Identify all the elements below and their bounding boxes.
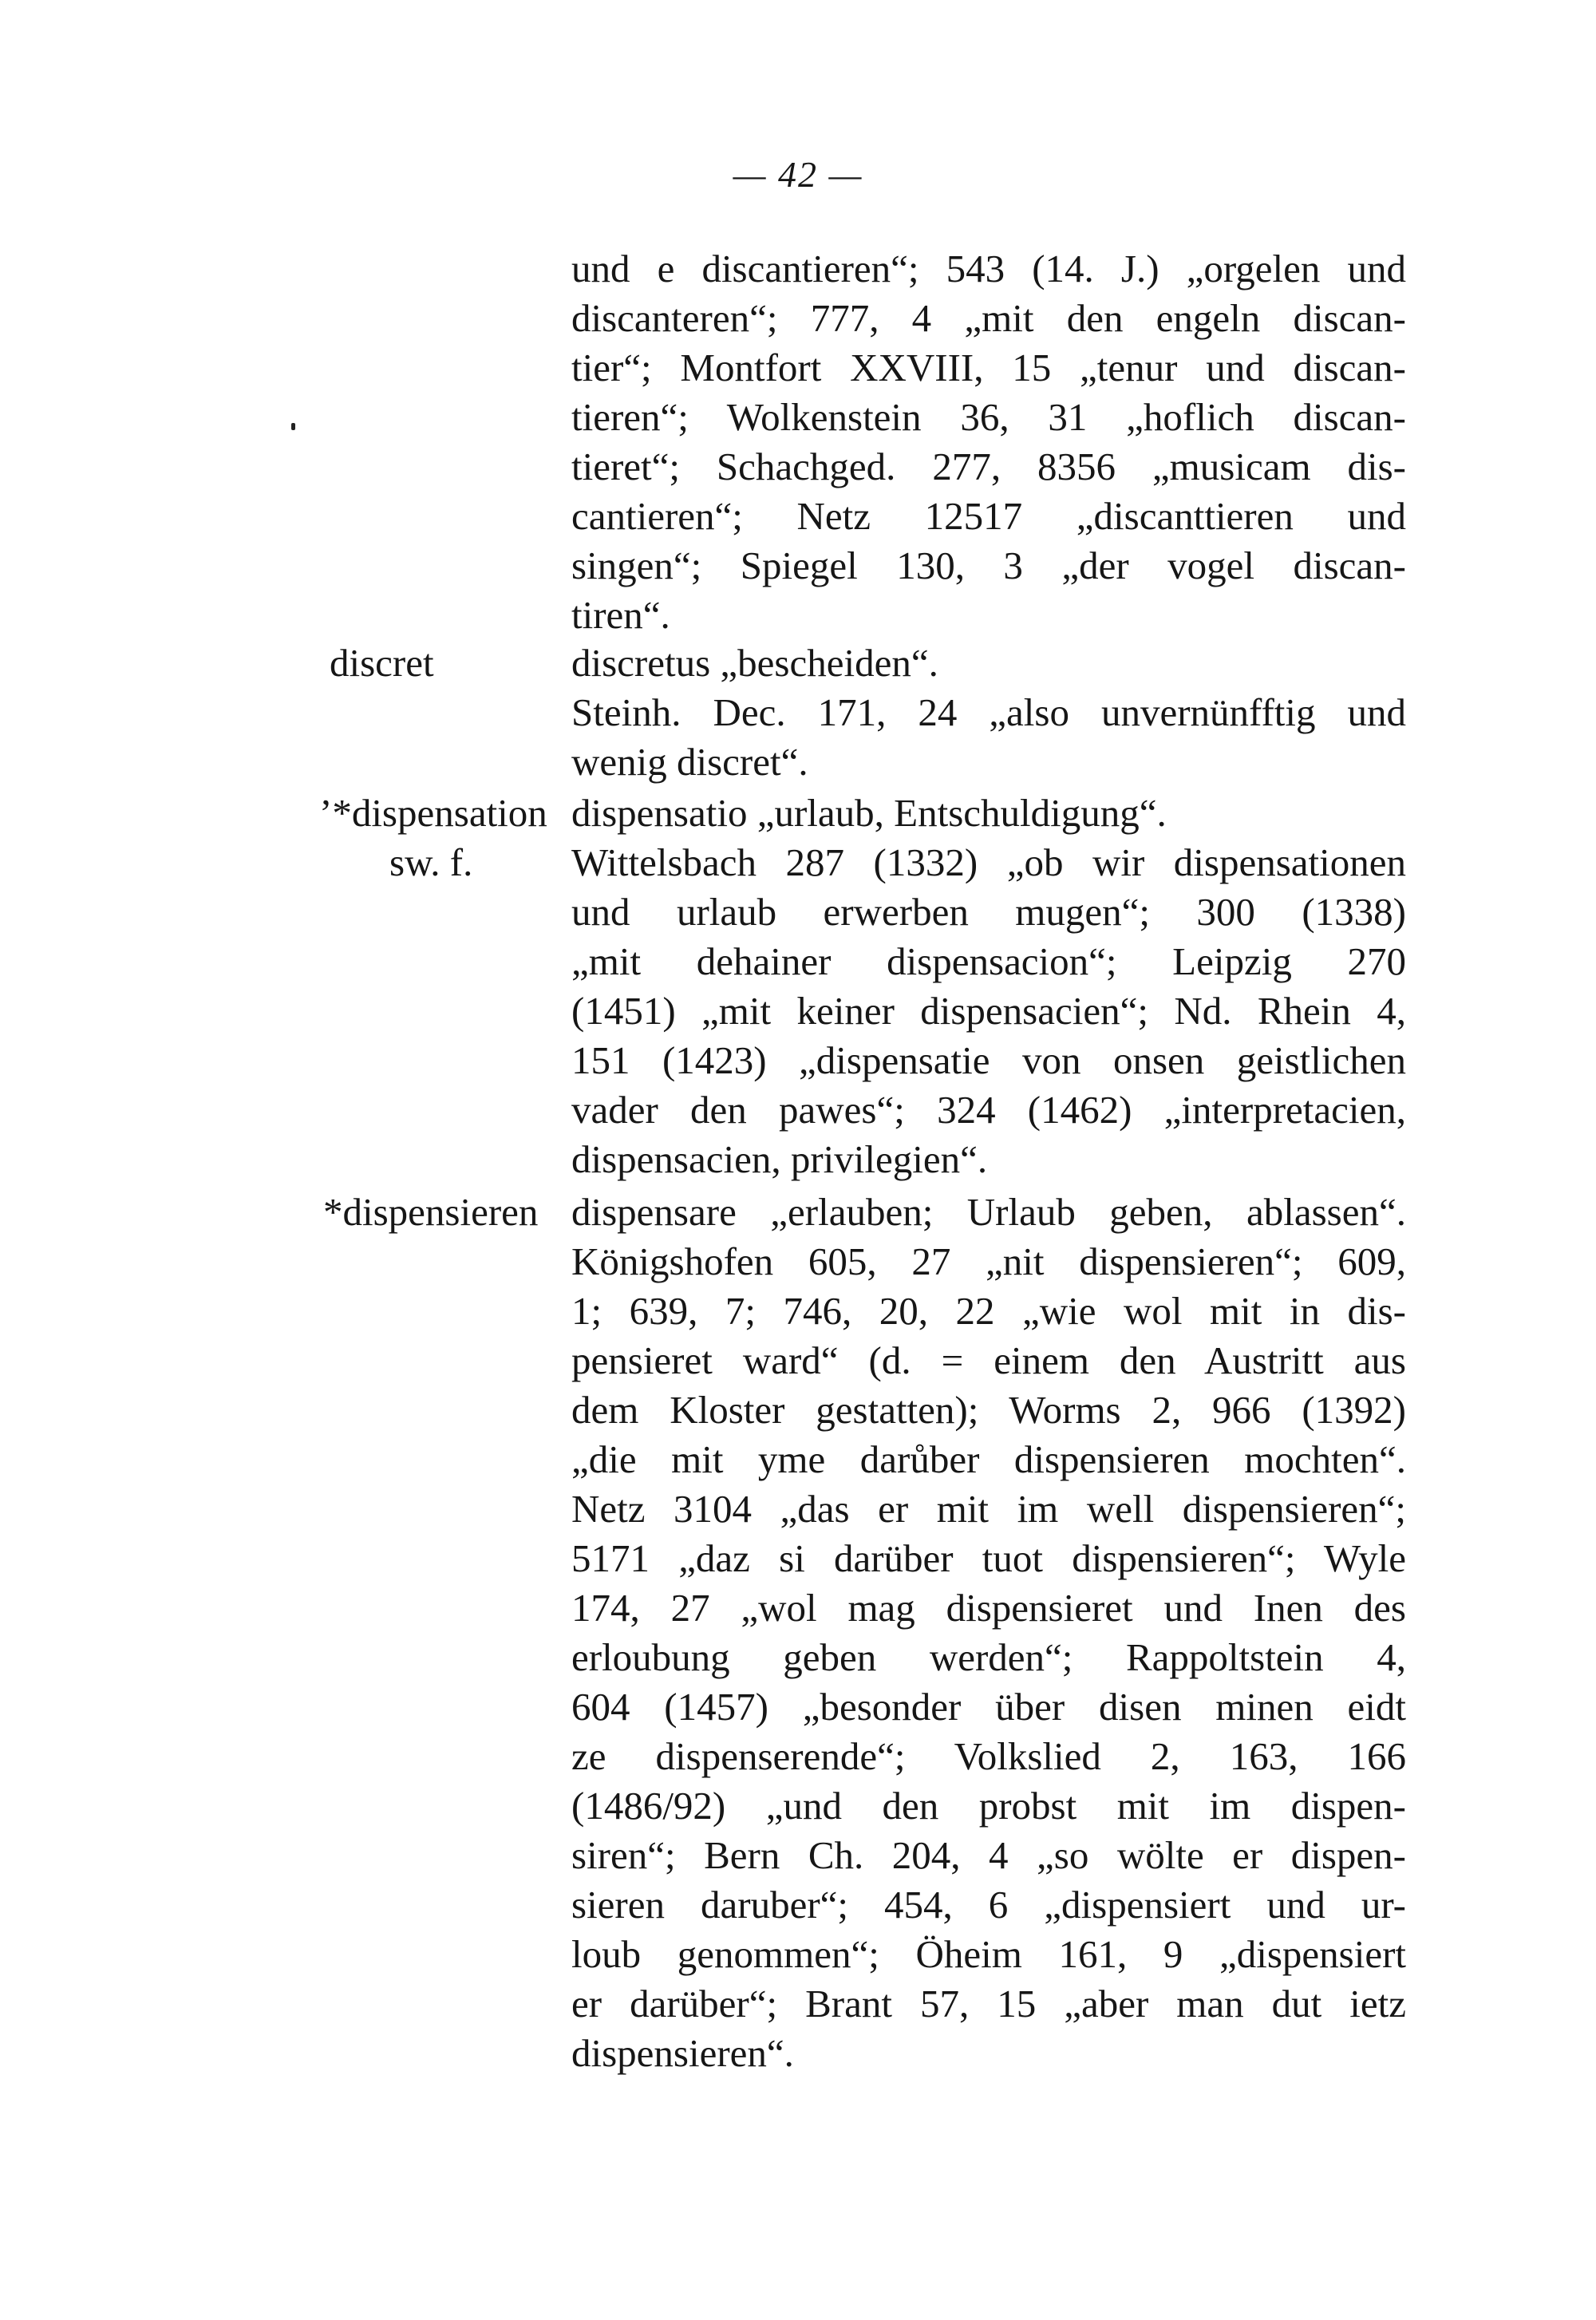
citation-line: dem Kloster gestatten); Worms 2, 966 (1392) <box>571 1388 1406 1432</box>
citation-line: wenig discret“. <box>571 740 808 784</box>
citation-line: 151 (1423) „dispensatie von onsen geistlichen <box>571 1038 1406 1082</box>
citation-line: (1486/92) „und den probst mit im dispen- <box>571 1784 1406 1828</box>
citation-line: dispensacien, privilegien“. <box>571 1137 988 1181</box>
citation-line: 604 (1457) „besonder über disen minen eidt <box>571 1685 1406 1729</box>
page-number: — 42 — <box>733 154 863 195</box>
citation-line: erloubung geben werden“; Rappoltstein 4, <box>571 1635 1406 1679</box>
citation-line: Königshofen 605, 27 „nit dispensieren“; 609, <box>571 1239 1406 1283</box>
continuation-line: discanteren“; 777, 4 „mit den engeln discan- <box>571 296 1406 340</box>
continuation-line: singen“; Spiegel 130, 3 „der vogel discan- <box>571 543 1406 587</box>
citation-line: er darüber“; Brant 57, 15 „aber man dut ietz <box>571 1982 1406 2026</box>
citation-line: 1; 639, 7; 746, 20, 22 „wie wol mit in dis- <box>571 1289 1406 1333</box>
citation-line: Wittelsbach 287 (1332) „ob wir dispensationen <box>571 840 1406 884</box>
headword: discret <box>330 641 434 685</box>
continuation-line: tier“; Montfort XXVIII, 15 „tenur und discan- <box>571 346 1406 389</box>
citation-line: „mit dehainer dispensacion“; Leipzig 270 <box>571 939 1406 983</box>
continuation-line: tieret“; Schachged. 277, 8356 „musicam dis- <box>571 445 1406 488</box>
definition-line: discretus „bescheiden“. <box>571 641 938 685</box>
citation-line: 5171 „daz si darüber tuot dispensieren“; Wyle <box>571 1536 1406 1580</box>
citation-line: sieren daruber“; 454, 6 „dispensiert und ur- <box>571 1883 1406 1927</box>
citation-line: „die mit yme darůber dispensieren mochten“. <box>571 1437 1406 1481</box>
citation-line: pensieret ward“ (d. = einem den Austritt aus <box>571 1338 1406 1382</box>
stray-ink-mark <box>291 423 295 430</box>
headword: *dispensieren <box>323 1190 539 1234</box>
citation-line: und urlaub erwerben mugen“; 300 (1338) <box>571 890 1406 934</box>
headword: ’*dispensation <box>319 791 547 835</box>
citation-line: dispensieren“. <box>571 2031 794 2075</box>
citation-line: vader den pawes“; 324 (1462) „interpretacien, <box>571 1088 1406 1132</box>
grammar-label: sw. f. <box>389 840 473 884</box>
citation-line: (1451) „mit keiner dispensacien“; Nd. Rhein 4, <box>571 989 1406 1033</box>
continuation-line: tieren“; Wolkenstein 36, 31 „hoflich discan- <box>571 395 1406 439</box>
definition-line: dispensatio „urlaub, Entschuldigung“. <box>571 791 1167 835</box>
citation-line: ze dispenserende“; Volkslied 2, 163, 166 <box>571 1734 1406 1778</box>
citation-line: Steinh. Dec. 171, 24 „also unvernünfftig und <box>571 690 1406 734</box>
citation-line: siren“; Bern Ch. 204, 4 „so wölte er dispen- <box>571 1833 1406 1877</box>
continuation-line: cantieren“; Netz 12517 „discanttieren und <box>571 494 1406 538</box>
definition-line: dispensare „erlauben; Urlaub geben, ablassen“. <box>571 1190 1406 1234</box>
citation-line: Netz 3104 „das er mit im well dispensieren“; <box>571 1487 1406 1531</box>
continuation-line: tiren“. <box>571 593 670 637</box>
continuation-line: und e discantieren“; 543 (14. J.) „orgelen und <box>571 247 1406 290</box>
citation-line: loub genommen“; Öheim 161, 9 „dispensiert <box>571 1932 1406 1976</box>
citation-line: 174, 27 „wol mag dispensieret und Inen des <box>571 1586 1406 1630</box>
